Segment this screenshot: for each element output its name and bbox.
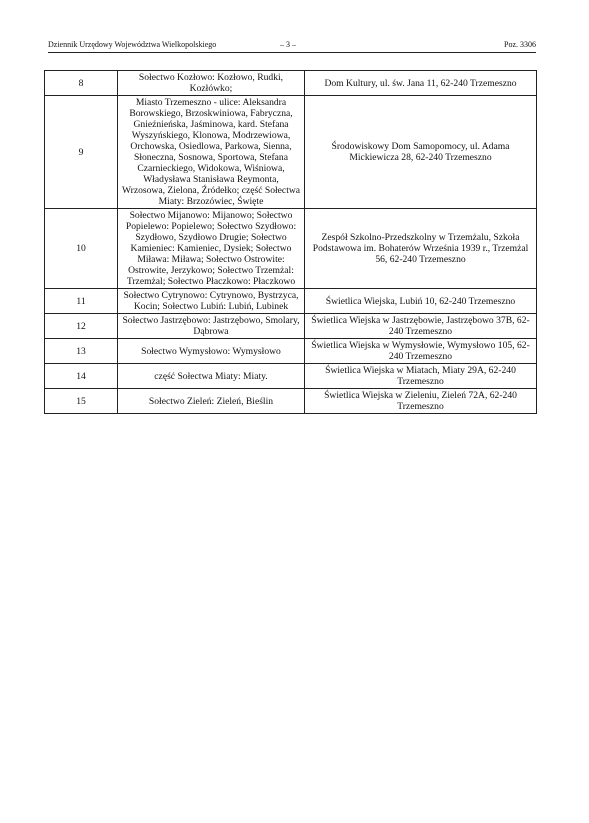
polling-districts-table bbox=[44, 70, 537, 414]
table-row bbox=[45, 289, 537, 314]
commission-location: Świetlica Wiejska w Zieleniu, Zieleń 72A, 62-240 Trzemeszno bbox=[305, 389, 537, 414]
commission-location: Świetlica Wiejska w Jastrzębowie, Jastrzębowo 37B, 62-240 Trzemeszno bbox=[305, 314, 537, 339]
table-row bbox=[45, 209, 537, 289]
journal-title: Dziennik Urzędowy Województwa Wielkopolskiego bbox=[48, 40, 217, 49]
table-row bbox=[45, 71, 537, 96]
table-row bbox=[45, 314, 537, 339]
district-number: 9 bbox=[45, 96, 118, 209]
table-row bbox=[45, 96, 537, 209]
table-row bbox=[45, 364, 537, 389]
table-row bbox=[45, 339, 537, 364]
district-number: 13 bbox=[45, 339, 118, 364]
district-area: Sołectwo Mijanowo: Mijanowo; Sołectwo Popielewo: Popielewo; Sołectwo Szydłowo: Szydłowo, Szydłowo Drugie; Sołectwo Kamieniec: Kamieniec, Dysiek; Sołectwo Miława: Miława; Sołectwo Ostrowite: Ostrowite, Jerzykowo; Sołectwo Trzemżal: Trzemżal; Sołectwo Płaczkowo: Płaczkowo bbox=[118, 209, 305, 289]
table-row bbox=[45, 389, 537, 414]
district-number: 10 bbox=[45, 209, 118, 289]
district-area: Miasto Trzemeszno - ulice: Aleksandra Borowskiego, Brzoskwiniowa, Fabryczna, Gnieźnieńska, Jaśminowa, kard. Stefana Wyszyńskiego, Klonowa, Modrzewiowa, Orchowska, Osiedlowa, Parkowa, Sienna, Słoneczna, Sosnowa, Sportowa, Stefana Czarnieckiego, Widokowa, Wiśniowa, Władysława Stanisława Reymonta, Wrzosowa, Zielona, Źródełko; część Sołectwa Miaty: Brzozówiec, Święte bbox=[118, 96, 305, 209]
table-body bbox=[45, 71, 537, 414]
district-number: 12 bbox=[45, 314, 118, 339]
commission-location: Świetlica Wiejska w Miatach, Miaty 29A, 62-240 Trzemeszno bbox=[305, 364, 537, 389]
commission-location: Świetlica Wiejska, Lubiń 10, 62-240 Trzemeszno bbox=[305, 289, 537, 314]
district-number: 11 bbox=[45, 289, 118, 314]
page-number: – 3 – bbox=[280, 40, 296, 49]
district-area: Sołectwo Jastrzębowo: Jastrzębowo, Smolary, Dąbrowa bbox=[118, 314, 305, 339]
commission-location: Świetlica Wiejska w Wymysłowie, Wymysłowo 105, 62-240 Trzemeszno bbox=[305, 339, 537, 364]
district-area: Sołectwo Kozłowo: Kozłowo, Rudki, Kozłówko; bbox=[118, 71, 305, 96]
commission-location: Zespół Szkolno-Przedszkolny w Trzemżalu, Szkoła Podstawowa im. Bohaterów Września 1939 r., Trzemżal 56, 62-240 Trzemeszno bbox=[305, 209, 537, 289]
district-number: 8 bbox=[45, 71, 118, 96]
district-area: część Sołectwa Miaty: Miaty. bbox=[118, 364, 305, 389]
district-area: Sołectwo Wymysłowo: Wymysłowo bbox=[118, 339, 305, 364]
page-header bbox=[48, 40, 536, 53]
district-number: 14 bbox=[45, 364, 118, 389]
commission-location: Dom Kultury, ul. św. Jana 11, 62-240 Trzemeszno bbox=[305, 71, 537, 96]
district-area: Sołectwo Zieleń: Zieleń, Bieślin bbox=[118, 389, 305, 414]
district-number: 15 bbox=[45, 389, 118, 414]
commission-location: Środowiskowy Dom Samopomocy, ul. Adama Mickiewicza 28, 62-240 Trzemeszno bbox=[305, 96, 537, 209]
district-area: Sołectwo Cytrynowo: Cytrynowo, Bystrzyca, Kocin; Sołectwo Lubiń: Lubiń, Lubinek bbox=[118, 289, 305, 314]
position-number: Poz. 3306 bbox=[504, 40, 536, 49]
